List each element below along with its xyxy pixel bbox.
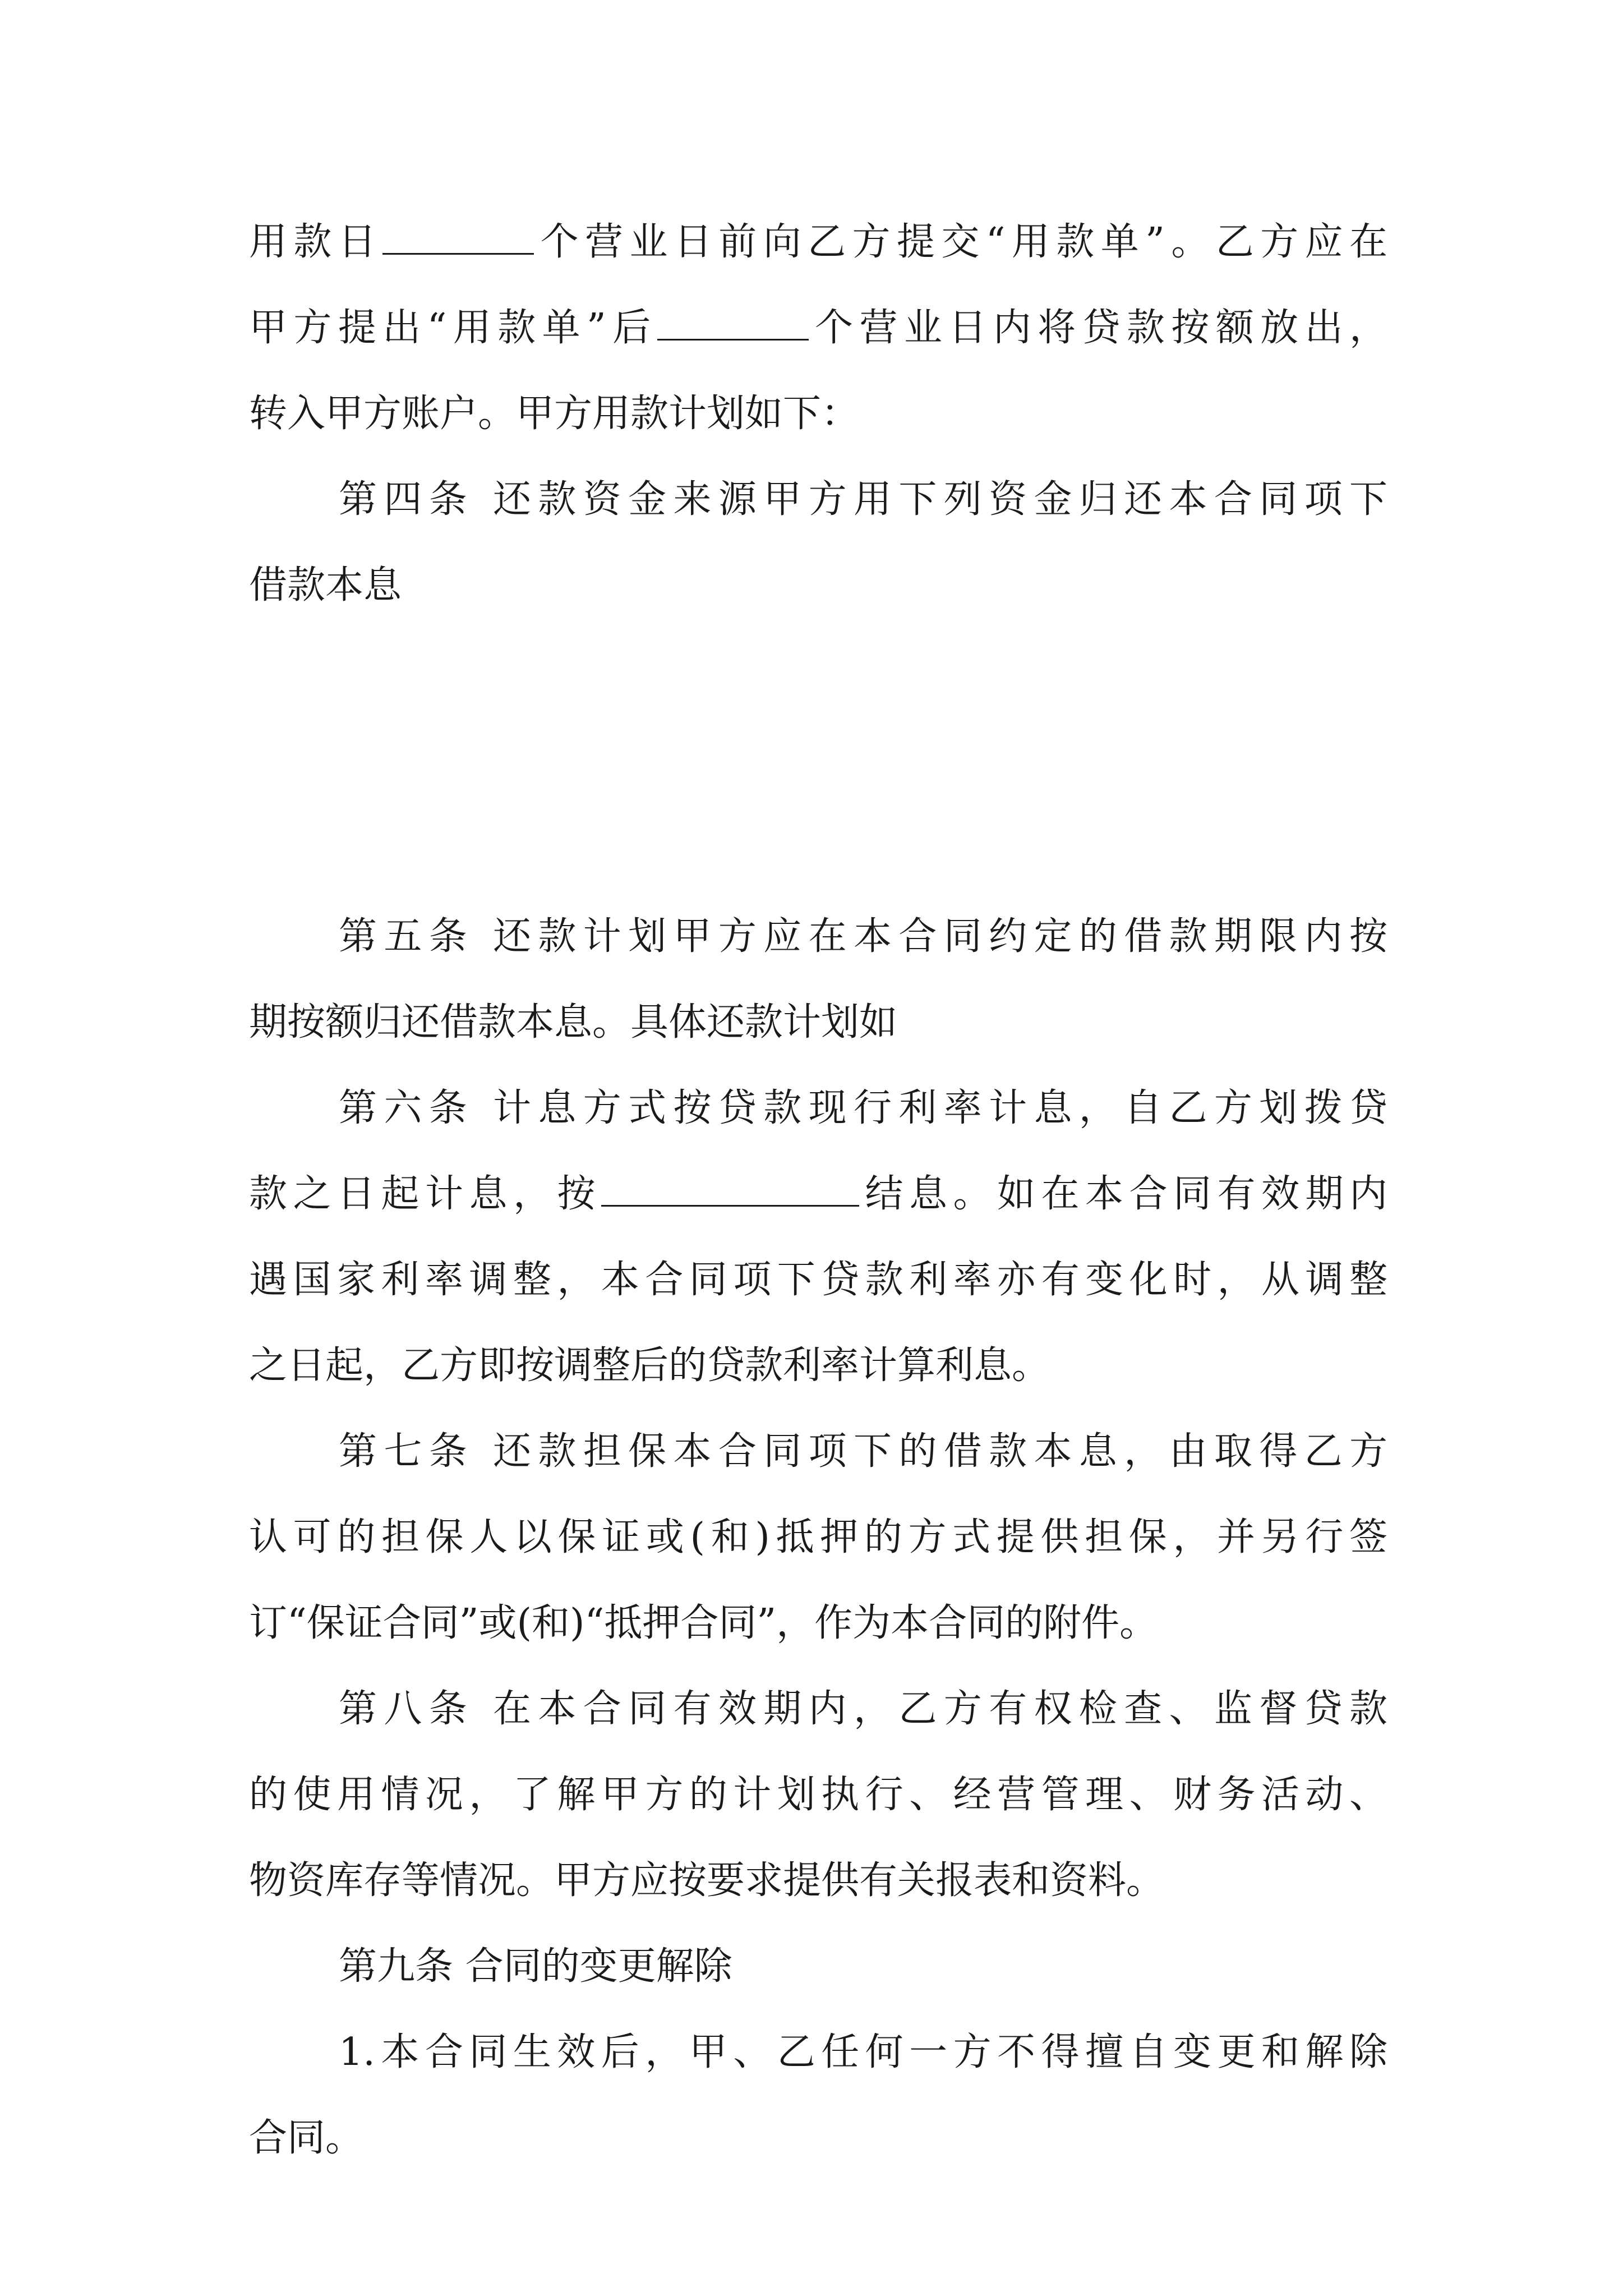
fill-in-blank [382, 220, 534, 255]
clause-9-1 [339, 2019, 1387, 2086]
paragraph-line [249, 295, 1387, 362]
paragraph-line [249, 1161, 1387, 1228]
line-text: 遇国家利率调整，本合同项下贷款利率亦有变化时，从调整 [249, 1258, 1387, 1302]
line-text: 的使用情况，了解甲方的计划执行、经营管理、财务活动、 [249, 1773, 1387, 1817]
line-text: 订“保证合同”或(和)“抵押合同”，作为本合同的附件。 [249, 1601, 1158, 1645]
line-text: 第七条 还款担保本合同项下的借款本息，由取得乙方 [339, 1429, 1387, 1474]
line-text: 甲方提出“用款单”后 [249, 306, 657, 350]
line-text: 之日起，乙方即按调整后的贷款利率计算利息。 [249, 1343, 1050, 1388]
paragraph-line [249, 1332, 1387, 1400]
line-text: 第八条 在本合同有效期内，乙方有权检查、监督贷款 [339, 1687, 1387, 1731]
paragraph-line [249, 552, 1387, 619]
line-text: 个营业日内将贷款按额放出， [808, 306, 1387, 350]
line-text: 物资库存等情况。甲方应按要求提供有关报表和资料。 [249, 1858, 1165, 1903]
line-text: 1.本合同生效后，甲、乙任何一方不得擅自变更和解除 [339, 2030, 1387, 2074]
paragraph-line [249, 1246, 1387, 1314]
line-text: 借款本息 [249, 563, 402, 608]
paragraph-line [249, 1847, 1387, 1915]
line-text: 合同。 [249, 2116, 364, 2160]
paragraph-line [249, 1504, 1387, 1571]
paragraph-line [249, 209, 1387, 276]
paragraph-line [249, 2105, 1387, 2172]
line-text: 第九条 合同的变更解除 [339, 1944, 732, 1989]
article-5-heading [339, 903, 1387, 970]
paragraph-line [249, 1761, 1387, 1829]
article-4-heading [339, 466, 1387, 533]
line-text: 用款日 [249, 220, 383, 264]
line-text: 结息。如在本合同有效期内 [859, 1172, 1387, 1216]
line-text: 认可的担保人以保证或(和)抵押的方式提供担保，并另行签 [249, 1515, 1387, 1559]
article-9-heading [339, 1933, 1387, 2000]
article-6-heading [339, 1075, 1387, 1142]
paragraph-line [249, 1590, 1387, 1657]
paragraph-line [249, 989, 1387, 1056]
line-text: 转入甲方账户。甲方用款计划如下： [249, 392, 860, 436]
line-text: 个营业日前向乙方提交“用款单”。乙方应在 [534, 220, 1387, 264]
paragraph-line [249, 380, 1387, 448]
line-text: 第五条 还款计划甲方应在本合同约定的借款期限内按 [339, 914, 1387, 959]
article-7-heading [339, 1418, 1387, 1485]
article-8-heading [339, 1676, 1387, 1743]
fill-in-blank [657, 306, 809, 341]
line-text: 款之日起计息，按 [249, 1172, 601, 1216]
line-text: 第四条 还款资金来源甲方用下列资金归还本合同项下 [339, 477, 1387, 522]
line-text: 第六条 计息方式按贷款现行利率计息，自乙方划拨贷 [339, 1086, 1387, 1130]
fill-in-blank [601, 1172, 859, 1207]
line-text: 期按额归还借款本息。具体还款计划如 [249, 1000, 898, 1045]
